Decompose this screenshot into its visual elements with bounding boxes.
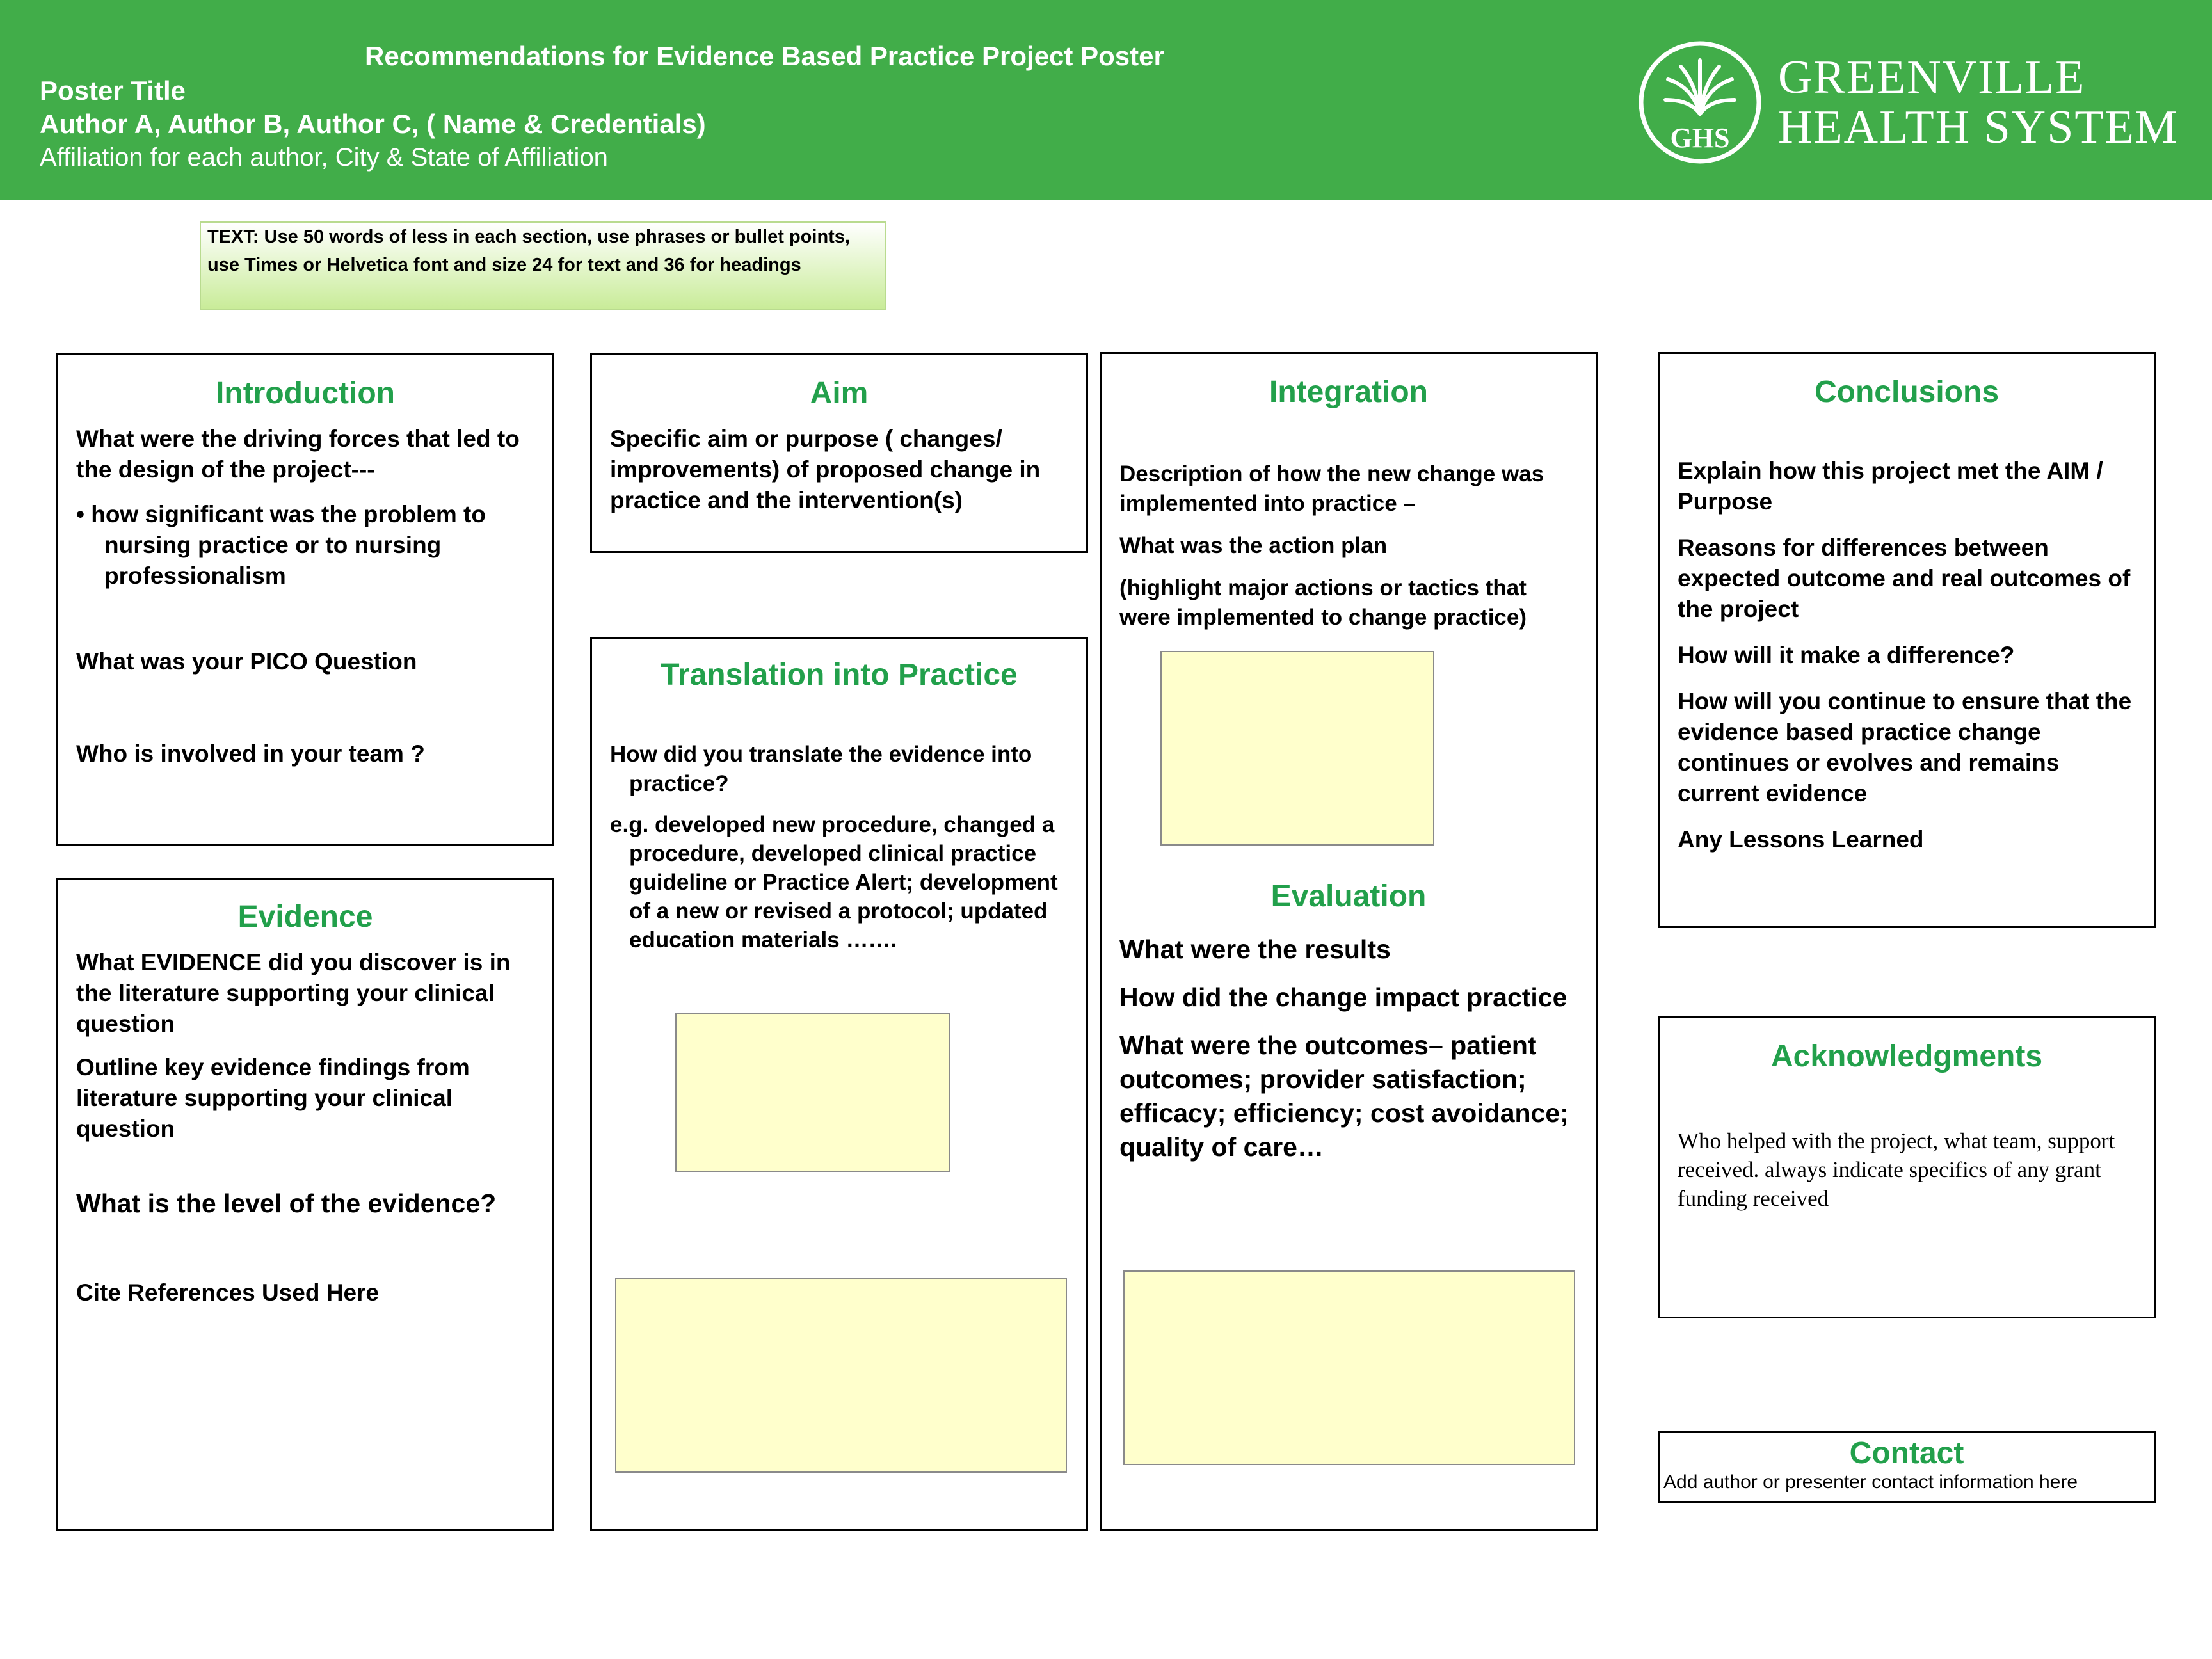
translation-text: How did you translate the evidence into practice?: [610, 742, 1032, 796]
logo-monogram: GHS: [1670, 122, 1730, 154]
acknowledgments-text: Who helped with the project, what team, support received. always indicate specifics of any grant funding received: [1678, 1128, 2115, 1211]
evidence-references: Cite References Used Here: [76, 1279, 379, 1306]
introduction-heading: Introduction: [216, 376, 395, 410]
poster-authors: Author A, Author B, Author C, ( Name & Credentials): [40, 109, 706, 139]
evaluation-section: [1119, 933, 1584, 1164]
conclusions-section: [1658, 352, 2156, 928]
conclusions-differences: Reasons for differences between expected outcome and real outcomes of the project: [1678, 534, 2131, 622]
integration-text: Description of how the new change was implemented into practice –: [1119, 461, 1544, 516]
integration-heading: Integration: [1269, 375, 1428, 409]
aim-heading: Aim: [810, 376, 869, 410]
integration-image-placeholder: [1160, 651, 1434, 846]
header-banner: [0, 0, 2212, 200]
acknowledgments-section: [1658, 1016, 2156, 1318]
palm-tree-icon: [1636, 38, 1764, 166]
contact-heading: Contact: [1849, 1436, 1964, 1470]
contact-text: Add author or presenter contact information here: [1663, 1471, 2078, 1493]
ghs-logo: [1636, 38, 2179, 166]
team-question: Who is involved in your team ?: [76, 741, 425, 767]
evaluation-impact: How did the change impact practice: [1119, 982, 1567, 1012]
evidence-text: What EVIDENCE did you discover is in the literature supporting your clinical question: [76, 949, 511, 1037]
evaluation-results: What were the results: [1119, 934, 1391, 964]
poster-affiliation: Affiliation for each author, City & State of Affiliation: [40, 143, 608, 172]
conclusions-continuation: How will you continue to ensure that the evidence based practice change continues or evolves and remains current evidence: [1678, 688, 2132, 806]
logo-name-line2: HEALTH SYSTEM: [1778, 101, 2179, 154]
integration-action-plan: What was the action plan: [1119, 533, 1388, 558]
introduction-section: [56, 353, 554, 846]
translation-figure-placeholder: [615, 1278, 1067, 1473]
translation-section: [590, 637, 1088, 1531]
contact-section: [1658, 1431, 2156, 1503]
translation-image-placeholder: [675, 1013, 950, 1172]
evaluation-figure-placeholder: [1123, 1270, 1575, 1465]
evaluation-outcomes: What were the outcomes– patient outcomes; provider satisfaction; efficacy; efficiency; cost avoidance; quality of care…: [1119, 1030, 1569, 1162]
translation-examples: e.g. developed new procedure, changed a procedure, developed clinical practice guideline or Practice Alert; development of a new or revised a protocol; updated education materials …….: [610, 812, 1058, 952]
evaluation-heading: Evaluation: [1270, 879, 1427, 913]
introduction-bullet: • how significant was the problem to nursing practice or to nursing professionalism: [76, 501, 486, 589]
conclusions-heading: Conclusions: [1814, 375, 2000, 409]
formatting-note: TEXT: Use 50 words of less in each section, use phrases or bullet points, use Times or Helvetica font and size 24 for text and 36 for headings: [200, 221, 886, 310]
aim-text: Specific aim or purpose ( changes/ improvements) of proposed change in practice and the intervention(s): [610, 426, 1041, 513]
translation-heading: Translation into Practice: [661, 658, 1018, 692]
pico-question: What was your PICO Question: [76, 648, 417, 675]
integration-highlights: (highlight major actions or tactics that were implemented to change practice): [1119, 575, 1527, 630]
introduction-text: What were the driving forces that led to the design of the project---: [76, 426, 520, 483]
logo-name-line1: GREENVILLE: [1778, 51, 2086, 104]
evidence-heading: Evidence: [237, 900, 373, 934]
aim-section: [590, 353, 1088, 553]
conclusions-aim: Explain how this project met the AIM / Purpose: [1678, 458, 2103, 515]
evidence-findings: Outline key evidence findings from literature supporting your clinical question: [76, 1054, 470, 1142]
poster-title: Poster Title: [40, 76, 186, 106]
integration-section: [1100, 352, 1598, 1531]
conclusions-difference: How will it make a difference?: [1678, 642, 2015, 668]
conclusions-lessons: Any Lessons Learned: [1678, 826, 1924, 853]
evidence-level: What is the level of the evidence?: [76, 1189, 497, 1218]
poster-recommendations-title: Recommendations for Evidence Based Practice Project Poster: [365, 41, 1164, 71]
evidence-section: [56, 878, 554, 1531]
acknowledgments-heading: Acknowledgments: [1770, 1039, 2043, 1073]
